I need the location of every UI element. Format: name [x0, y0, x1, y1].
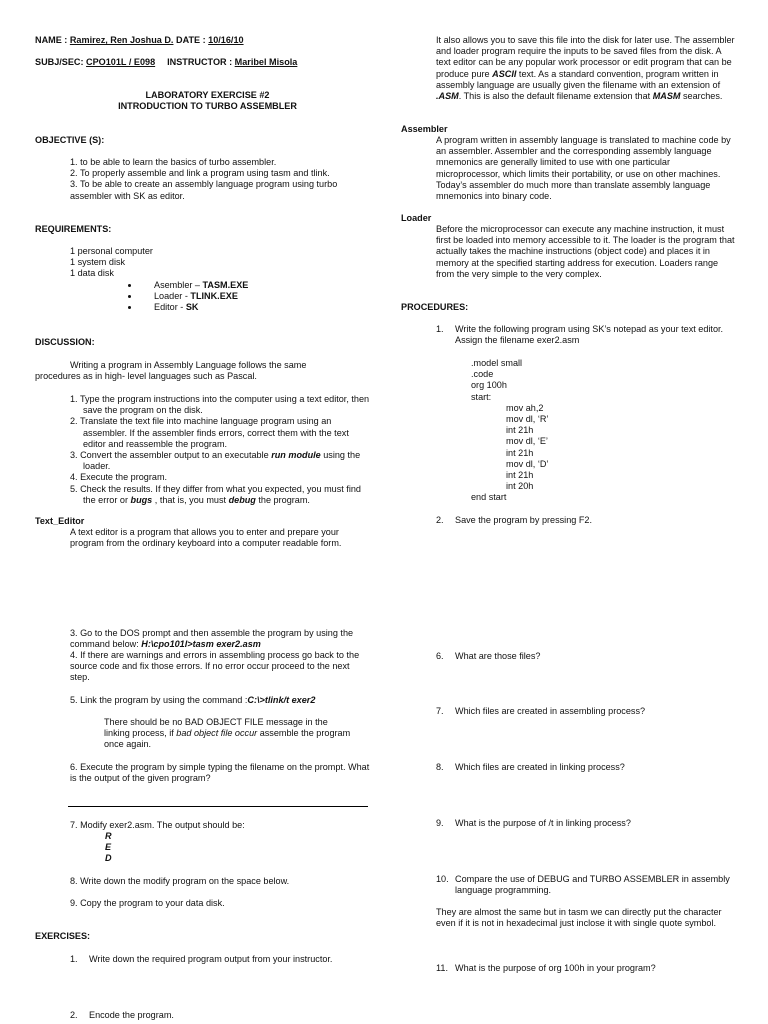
assembler-heading: Assembler — [401, 124, 448, 134]
procedure-9: 9. Copy the program to your data disk. — [70, 898, 225, 908]
answer-10: They are almost the same but in tasm we can directly put the character even if it is not in hexadecimal just inclose it with single quote symbol. — [436, 907, 722, 929]
code-line: int 21h — [506, 470, 534, 481]
procedure-1: 1. Write the following program using SK’s notepad as your text editor. Assign the filename exer2.asm — [436, 324, 724, 346]
text-editor-heading: Text_Editor — [35, 516, 85, 526]
procedure-8: 8. Write down the modify program on the space below. — [70, 876, 290, 886]
exercise-item-2: 2. Encode the program. — [70, 1010, 174, 1020]
assembler-body: A program written in assembly language is translated to machine code by an assembler. Assembler and the corresponding assembly language mnemonics are generally limited to use with one particular microprocessor, which limits their portability, or use on other machines. Today’s assembler do much more than translate assembly language mnemonics into binary code. — [436, 135, 731, 202]
discussion-steps — [70, 394, 370, 506]
procedure-7: 7. Modify exer2.asm. The output should be: — [70, 820, 245, 830]
objective-item: 2. To properly assemble and link a program using tasm and tlink. — [70, 168, 330, 179]
step-5: 5. Check the results. If they differ from what you expected, you must find the error or bugs , that is, you must debug the program. — [70, 483, 361, 505]
code-line: start: — [471, 391, 492, 402]
code-line: int 20h — [506, 481, 534, 492]
date-value: 10/16/10 — [208, 35, 244, 45]
date-label: DATE : — [173, 35, 209, 45]
code-line: int 21h — [506, 447, 534, 458]
exercise-item-1: 1. Write down the required program output from your instructor. — [70, 954, 333, 964]
step-2: 2. Translate the text file into machine language program using an assembler. If the assembler finds errors, correct them with the text editor and reassemble the program. — [70, 416, 349, 449]
title-line-1: LABORATORY EXERCISE #2 — [145, 90, 270, 100]
bullet-assembler: • Asembler – TASM.EXE — [140, 280, 248, 291]
requirement-line: 1 data disk — [70, 268, 114, 279]
procedures-heading: PROCEDURES: — [401, 302, 469, 312]
loader-body: Before the microprocessor can execute any machine instruction, it must first be loaded into memory accessible to it. The loader is the program that actually takes the machine instructions (object code) and places it in memory at the specified starting address for execution. Loaders range from the very simple to the very complex. — [436, 224, 735, 279]
discussion-heading: DISCUSSION: — [35, 337, 95, 347]
question-11: 11. What is the purpose of org 100h in your program? — [436, 963, 656, 973]
question-10: 10. Compare the use of DEBUG and TURBO ASSEMBLER in assembly language programming. — [436, 874, 730, 896]
code-line: .model small — [471, 358, 523, 368]
procedure-4: 4. If there are warnings and errors in assembling process go back to the source code and fix those errors. If no error occur proceed to the next step. — [70, 650, 360, 683]
procedure-5: 5. Link the program by using the command :C:\>tlink/t exer2 — [70, 695, 316, 705]
question-6: 6. What are those files? — [436, 651, 541, 661]
subj-label: SUBJ/SEC: — [35, 57, 87, 67]
code-line: .code — [471, 369, 494, 380]
code-line: end start — [471, 492, 507, 503]
output-letter: D — [105, 853, 112, 864]
text-editor-body: A text editor is a program that allows you to enter and prepare your program from the ordinary keyboard into a computer readable form. — [70, 527, 342, 549]
question-8: 8. Which files are created in linking process? — [436, 762, 625, 772]
code-line: mov dl, ‘R’ — [506, 414, 549, 425]
discussion-intro: Writing a program in Assembly Language follows the same procedures as in high- level languages such as Pascal. — [35, 360, 307, 382]
name-line — [35, 35, 244, 46]
text-editor-continued: It also allows you to save this file into the disk for later use. The assembler and loader program require the inputs to be saved files from the disk. A text editor can be any popular work processor or edit program that can be produce pure ASCII text. As a standard convention, program written in assembly language are usually given the filename with an extension of .ASM. This is also the default filename extension that MASM searches. — [436, 35, 735, 102]
requirements-heading: REQUIREMENTS: — [35, 224, 112, 234]
step-1: 1. Type the program instructions into the computer using a text editor, then save the program on the disk. — [70, 394, 370, 416]
objective-item: 1. to be able to learn the basics of turbo assembler. — [70, 157, 277, 167]
code-line: mov dl, ‘D’ — [506, 458, 549, 469]
exercises-heading: EXERCISES: — [35, 931, 91, 941]
procedure-6: 6. Execute the program by simple typing the filename on the prompt. What is the output of the given program? — [70, 762, 370, 784]
code-line: int 21h — [506, 425, 534, 436]
bullet-loader: • Loader - TLINK.EXE — [140, 291, 248, 302]
name-value: Ramirez, Ren Joshua D. — [69, 35, 174, 45]
procedure-3: 3. Go to the DOS prompt and then assemble the program by using the command below: H:\cpo101l>tasm exer2.asm — [70, 628, 354, 650]
name-label: NAME : — [35, 35, 70, 45]
objectives-list — [70, 157, 370, 202]
code-line: mov dl, ‘E’ — [506, 436, 548, 447]
question-7: 7. Which files are created in assembling process? — [436, 706, 646, 716]
page-title — [35, 90, 380, 112]
objectives-heading: OBJECTIVE (S): — [35, 135, 105, 145]
subj-value: CPO101L / E098 — [86, 57, 156, 67]
output-letters — [105, 831, 112, 865]
bullet-editor: • Editor - SK — [140, 302, 248, 313]
output-letter: E — [105, 842, 112, 853]
output-letter: R — [105, 831, 112, 841]
divider-line — [68, 806, 368, 807]
instructor-label: INSTRUCTOR : — [167, 57, 235, 67]
requirement-line: 1 system disk — [70, 257, 126, 268]
instructor-value: Maribel Misola — [234, 57, 298, 67]
software-bullets — [35, 280, 248, 314]
code-line: mov ah,2 — [506, 402, 544, 413]
procedure-2: 2. Save the program by pressing F2. — [436, 515, 592, 525]
title-line-2: INTRODUCTION TO TURBO ASSEMBLER — [118, 101, 297, 112]
code-line: org 100h — [471, 380, 507, 391]
step-3: 3. Convert the assembler output to an executable run module using the loader. — [70, 450, 361, 472]
loader-heading: Loader — [401, 213, 432, 223]
code-block — [471, 358, 548, 504]
objective-item: 3. To be able to create an assembly language program using turbo assembler with SK as editor. — [70, 179, 338, 201]
requirements-list — [70, 246, 370, 280]
procedure-5-note: There should be no BAD OBJECT FILE message in the linking process, if bad object file occur assemble the program once again. — [104, 717, 351, 750]
subject-line — [35, 57, 297, 68]
requirement-line: 1 personal computer — [70, 246, 153, 256]
question-9: 9. What is the purpose of /t in linking process? — [436, 818, 631, 828]
step-4: 4. Execute the program. — [70, 472, 168, 483]
